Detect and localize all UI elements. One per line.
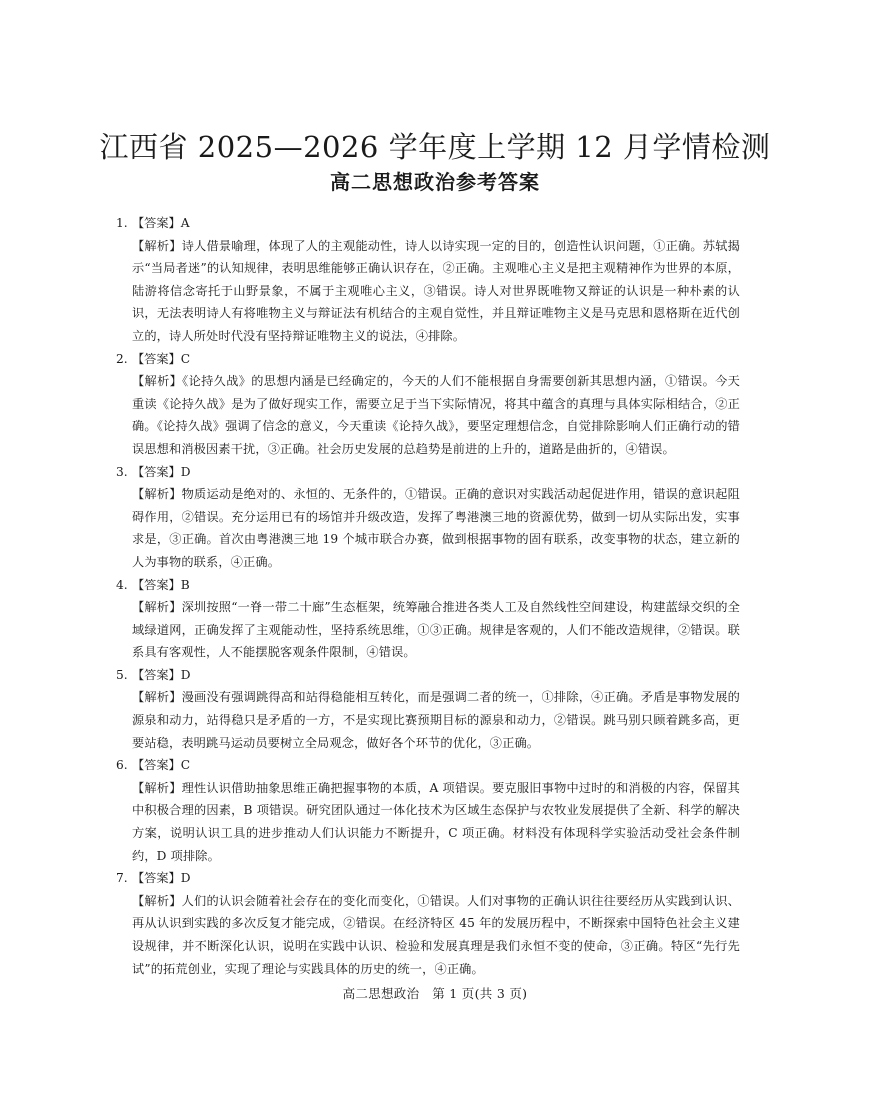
question-number: 6. [116, 758, 128, 773]
analysis-text: 【解析】《论持久战》的思想内涵是已经确定的，今天的人们不能根据自身需要创新其思想内涵，①错误。今天重读《论持久战》是为了做好现实工作，需要立足于当下实际情况，将其中蕴含的真理与具体实际相结合，②正确。《论持久战》强调了信念的意义，今天重读《论持久战》，要坚定理想信念，自觉排除影响人们正确行动的错误思想和消极因素干扰，③正确。社会历史发展的总趋势是前进的上升的，道路是曲折的，④错误。 [132, 374, 740, 456]
question-item-2 [116, 348, 740, 461]
page-title: 江西省 2025—2026 学年度上学期 12 月学情检测 [99, 130, 771, 164]
answer-text: 【答案】C [132, 758, 191, 773]
answer-text: 【答案】D [132, 871, 191, 886]
question-number: 4. [116, 577, 128, 592]
answer-text: 【答案】A [132, 216, 190, 230]
question-number: 5. [116, 667, 128, 682]
question-number: 1. [116, 216, 128, 230]
question-item-7 [116, 867, 740, 980]
question-item-6 [116, 754, 740, 867]
answer-list [116, 212, 740, 980]
question-number: 2. [116, 351, 128, 366]
page-footer: 高二思想政治 第 1 页(共 3 页) [342, 986, 528, 1001]
question-item-1 [116, 212, 740, 348]
answer-line [116, 348, 740, 371]
answer-line [116, 664, 740, 687]
answer-line [116, 461, 740, 484]
analysis-text: 【解析】物质运动是绝对的、永恒的、无条件的，①错误。正确的意识对实践活动起促进作用，错误的意识起阻碍作用，②错误。充分运用已有的场馆并升级改造，发挥了粤港澳三地的资源优势，做到一切从实际出发，实事求是，③正确。首次由粤港澳三地 19 个城市联合办赛，做到根据事物的固有联系，改变事物的状态，建立新的人为事物的联系，④正确。 [132, 487, 740, 569]
answer-line [116, 754, 740, 777]
answer-text: 【答案】B [132, 577, 190, 592]
answer-line [116, 212, 740, 235]
answer-text: 【答案】D [132, 667, 191, 682]
analysis-text: 【解析】理性认识借助抽象思维正确把握事物的本质，A 项错误。要克服旧事物中过时的和消极的内容，保留其中积极合理的因素，B 项错误。研究团队通过一体化技术为区域生态保护与农牧业发展提供了全新、科学的解决方案，说明认识工具的进步推动人们认识能力不断提升，C 项正确。材料没有体现科学实验活动受社会条件制约，D 项排除。 [132, 780, 740, 863]
analysis-text: 【解析】人们的认识会随着社会存在的变化而变化，①错误。人们对事物的正确认识往往要经历从实践到认识、再从认识到实践的多次反复才能完成，②错误。在经济特区 45 年的发展历程中，不断探索中国特色社会主义建设规律，并不断深化认识，说明在实践中认识、检验和发展真理是我们永恒不变的使命，③正确。特区“先行先试”的拓荒创业，实现了理论与实践具体的历史的统一，④正确。 [132, 893, 740, 976]
analysis-text: 【解析】深圳按照“一脊一带二十廊”生态框架，统筹融合推进各类人工及自然线性空间建设，构建蓝绿交织的全域绿道网，正确发挥了主观能动性，坚持系统思维，①③正确。规律是客观的，人们不能改造规律，②错误。联系具有客观性，人不能摆脱客观条件限制，④错误。 [132, 600, 740, 660]
analysis-text: 【解析】漫画没有强调跳得高和站得稳能相互转化，而是强调二者的统一，①排除，④正确。矛盾是事物发展的源泉和动力，站得稳只是矛盾的一方，不是实现比赛预期目标的源泉和动力，②错误。跳马别只顾着跳多高，更要站稳，表明跳马运动员要树立全局观念，做好各个环节的优化，③正确。 [132, 690, 740, 750]
question-number: 3. [116, 464, 128, 479]
answer-text: 【答案】D [132, 464, 191, 479]
answer-text: 【答案】C [132, 351, 191, 366]
answer-line [116, 867, 740, 890]
question-item-3 [116, 461, 740, 574]
page-subtitle: 高二思想政治参考答案 [330, 170, 540, 194]
question-item-4 [116, 574, 740, 664]
question-number: 7. [116, 871, 128, 886]
analysis-text: 【解析】诗人借景喻理，体现了人的主观能动性，诗人以诗实现一定的目的，创造性认识问题，①正确。苏轼揭示“当局者迷”的认知规律，表明思维能够正确认识存在，②正确。主观唯心主义是把主观精神作为世界的本原，陆游将信念寄托于山野景象，不属于主观唯心主义，③错误。诗人对世界既唯物又辩证的认识是一种朴素的认识，无法表明诗人有将唯物主义与辩证法有机结合的主观自觉性，并且辩证唯物主义是马克思和恩格斯在近代创立的，诗人所处时代没有坚持辩证唯物主义的说法，④排除。 [132, 238, 740, 343]
question-item-5 [116, 664, 740, 754]
answer-line [116, 574, 740, 597]
